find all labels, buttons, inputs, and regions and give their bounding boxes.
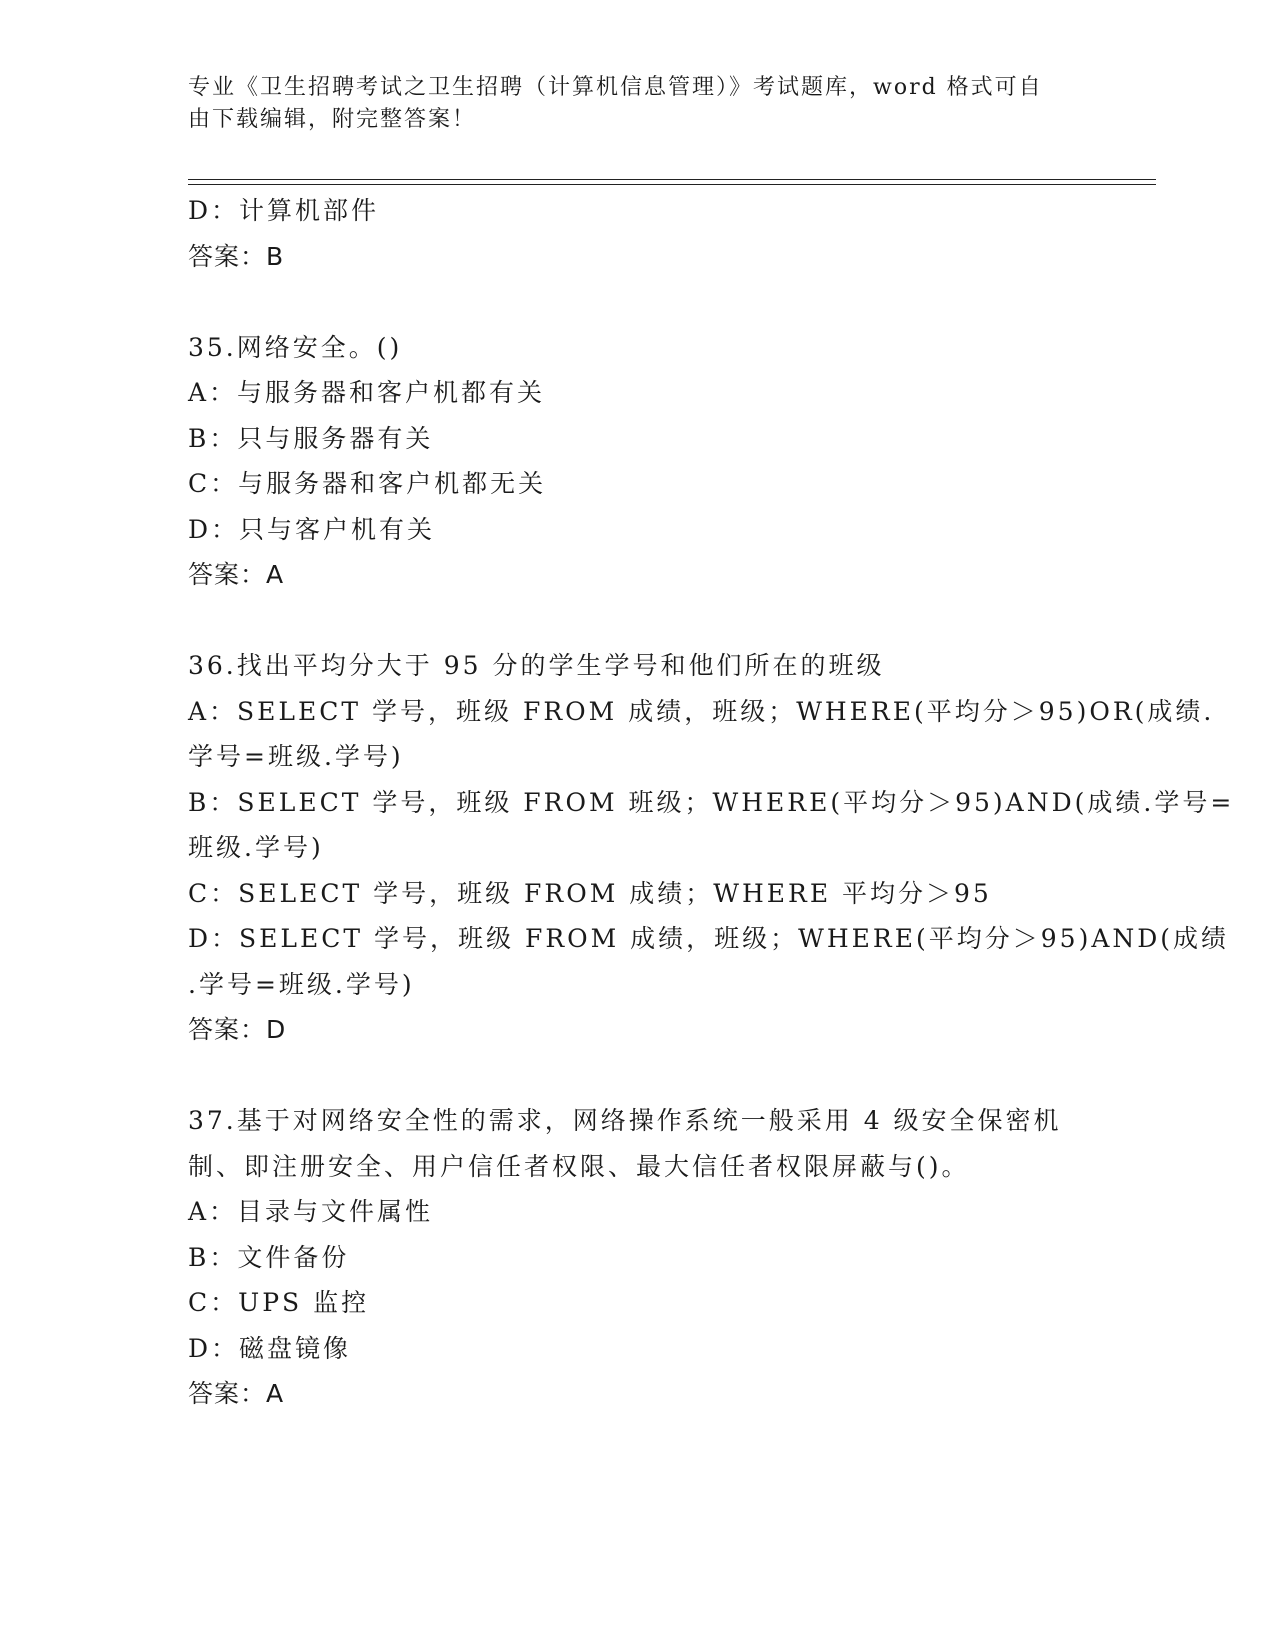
spacer bbox=[188, 279, 1088, 325]
prev-option-d: D：计算机部件 bbox=[188, 196, 380, 225]
option-d-continued: .学号=班级.学号) bbox=[188, 969, 415, 999]
option-c: C：SELECT 学号，班级 FROM 成绩；WHERE 平均分＞95 bbox=[188, 878, 992, 908]
spacer bbox=[188, 598, 1088, 644]
option-b-continued: 班级.学号) bbox=[188, 833, 324, 862]
question-stem: 37.基于对网络安全性的需求，网络操作系统一般采用 4 级安全保密机 bbox=[188, 1106, 1062, 1135]
answer: 答案：D bbox=[188, 1015, 287, 1044]
option-c: C：与服务器和客户机都无关 bbox=[188, 469, 547, 498]
option-b: B：SELECT 学号，班级 FROM 班级；WHERE(平均分＞95)AND(成绩.学号= bbox=[188, 787, 1235, 817]
option-a: A：目录与文件属性 bbox=[188, 1197, 434, 1226]
option-b: B：文件备份 bbox=[188, 1242, 350, 1272]
prev-answer: 答案：B bbox=[188, 241, 285, 271]
option-d: D：磁盘镜像 bbox=[188, 1333, 352, 1363]
header-line-1: 专业《卫生招聘考试之卫生招聘（计算机信息管理）》考试题库，word 格式可自 bbox=[188, 75, 1043, 100]
question-stem-continued: 制、即注册安全、用户信任者权限、最大信任者权限屏蔽与()。 bbox=[188, 1151, 970, 1181]
header-line-2: 由下载编辑，附完整答案！ bbox=[188, 107, 477, 132]
answer: 答案：A bbox=[188, 560, 285, 589]
option-d: D：SELECT 学号，班级 FROM 成绩，班级；WHERE(平均分＞95)AND(成绩 bbox=[188, 924, 1230, 953]
question-37 bbox=[188, 1098, 1088, 1417]
spacer bbox=[188, 1053, 1088, 1099]
option-d: D：只与客户机有关 bbox=[188, 514, 436, 544]
answer: 答案：A bbox=[188, 1379, 285, 1408]
document-header bbox=[188, 72, 1088, 136]
question-35 bbox=[188, 325, 1088, 598]
header-rule-top bbox=[188, 179, 1156, 180]
question-stem: 35.网络安全。() bbox=[188, 332, 403, 362]
option-b: B：只与服务器有关 bbox=[188, 423, 434, 453]
question-36 bbox=[188, 643, 1235, 1053]
question-list bbox=[188, 188, 1235, 1417]
option-a-continued: 学号=班级.学号) bbox=[188, 742, 404, 771]
option-c: C：UPS 监控 bbox=[188, 1288, 370, 1317]
option-a: A：SELECT 学号，班级 FROM 成绩，班级；WHERE(平均分＞95)OR(成绩. bbox=[188, 696, 1215, 726]
question-stem: 36.找出平均分大于 95 分的学生学号和他们所在的班级 bbox=[188, 651, 885, 680]
header-rule-bottom bbox=[188, 184, 1156, 185]
option-a: A：与服务器和客户机都有关 bbox=[188, 378, 546, 407]
